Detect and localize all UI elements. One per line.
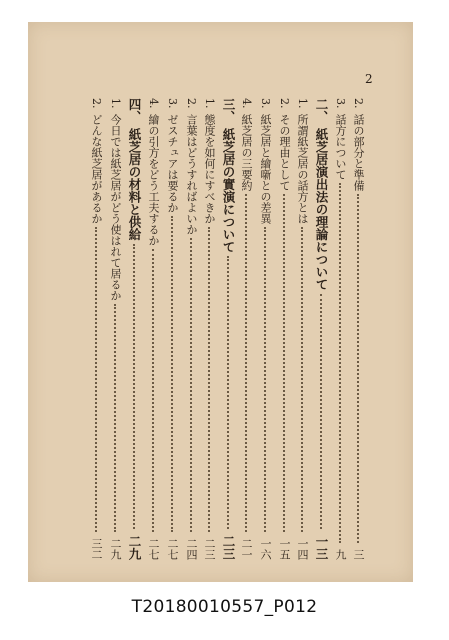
- toc-entry-number: 1.: [203, 98, 216, 109]
- toc-entry-number: 2.: [185, 98, 198, 109]
- toc-entry-title: 繪の引方をどう工夫するか: [147, 113, 160, 246]
- toc-entry-number: 2.: [352, 98, 365, 109]
- toc-entry: [313, 98, 329, 560]
- page-number: 2: [365, 72, 373, 86]
- toc-entry-number: 3.: [166, 98, 179, 109]
- toc-entry: [145, 98, 161, 560]
- image-id-label: T20180010557_P012: [131, 597, 318, 617]
- toc-entry-page: 二四: [185, 538, 198, 560]
- toc-entry-page: 二三: [221, 535, 236, 560]
- toc-entry-title: 今日では紙芝居がどう使はれて居るか: [109, 113, 122, 301]
- toc-entry-number: 1.: [296, 98, 309, 109]
- toc-entry-page: 二九: [109, 538, 122, 560]
- table-of-contents: [28, 22, 413, 582]
- dot-leader: [171, 216, 173, 533]
- toc-entry-title: 紙芝居と繪噺との差異: [259, 113, 272, 224]
- dot-leader: [357, 194, 359, 544]
- toc-entry: [220, 98, 236, 560]
- toc-entry-number: 4.: [240, 98, 253, 109]
- toc-entry-number: 2.: [278, 98, 291, 109]
- dot-leader: [190, 238, 192, 533]
- toc-entry-page: 三二: [90, 538, 103, 560]
- toc-entry-title: 紙芝居の三要約: [240, 113, 253, 191]
- toc-entry-title: 話方について: [334, 113, 347, 180]
- toc-entry-number: 二、: [314, 98, 329, 123]
- toc-entry-page: 二七: [166, 538, 179, 560]
- toc-entry-title: 態度を如何にすべきか: [203, 113, 216, 224]
- toc-entry-title: 所謂紙芝居の話方とは: [296, 113, 309, 224]
- toc-entry-title: 紙芝居の實演について: [221, 128, 236, 253]
- toc-entry-page: 二九: [127, 535, 142, 560]
- toc-entry-title: どんな紙芝居があるか: [90, 113, 103, 224]
- toc-entry-number: 3.: [259, 98, 272, 109]
- toc-entry-page: 一四: [296, 538, 309, 560]
- toc-entry: [183, 98, 199, 560]
- toc-entry: [238, 98, 254, 560]
- toc-entry-page: 一三: [314, 535, 329, 560]
- toc-entry-page: 九: [334, 549, 347, 560]
- toc-entry-page: 二七: [147, 538, 160, 560]
- toc-entry: [88, 98, 104, 560]
- toc-entry: [350, 98, 366, 560]
- dot-leader: [95, 227, 97, 533]
- dot-leader: [152, 249, 154, 533]
- dot-leader: [245, 194, 247, 533]
- dot-leader: [133, 244, 135, 530]
- toc-entry: [107, 98, 123, 560]
- dot-leader: [320, 294, 322, 530]
- toc-entry-title: 話の部分と準備: [352, 113, 365, 191]
- toc-entry: [126, 98, 142, 560]
- toc-entry-number: 3.: [334, 98, 347, 109]
- toc-entry-title: 紙芝居演出法の理論について: [314, 128, 329, 291]
- toc-entry: [257, 98, 273, 560]
- toc-entry-number: 1.: [109, 98, 122, 109]
- toc-entry-page: 二一: [240, 538, 253, 560]
- toc-entry-title: 言葉はどうすればよいか: [185, 113, 198, 235]
- toc-entry-page: 三: [352, 549, 365, 560]
- toc-entry: [201, 98, 217, 560]
- toc-entry-number: 四、: [127, 98, 142, 123]
- dot-leader: [339, 183, 341, 544]
- dot-leader: [114, 304, 116, 533]
- toc-entry-title: 紙芝居の材料と供給: [127, 128, 142, 241]
- dot-leader: [264, 227, 266, 533]
- toc-entry-page: 二三: [203, 538, 216, 560]
- toc-entry: [276, 98, 292, 560]
- dot-leader: [301, 227, 303, 533]
- dot-leader: [208, 227, 210, 533]
- book-page: [28, 22, 413, 582]
- toc-entry-title: その理由として: [278, 113, 291, 191]
- toc-entry-page: 一五: [278, 538, 291, 560]
- toc-entry-title: ゼスチュアは要るか: [166, 113, 179, 213]
- dot-leader: [283, 194, 285, 533]
- toc-entry: [294, 98, 310, 560]
- dot-leader: [227, 256, 229, 529]
- toc-entry: [164, 98, 180, 560]
- toc-entry: [332, 98, 348, 560]
- toc-entry-number: 4.: [147, 98, 160, 109]
- toc-entry-number: 2.: [90, 98, 103, 109]
- toc-entry-number: 三、: [221, 98, 236, 123]
- toc-entry-page: 一六: [259, 538, 272, 560]
